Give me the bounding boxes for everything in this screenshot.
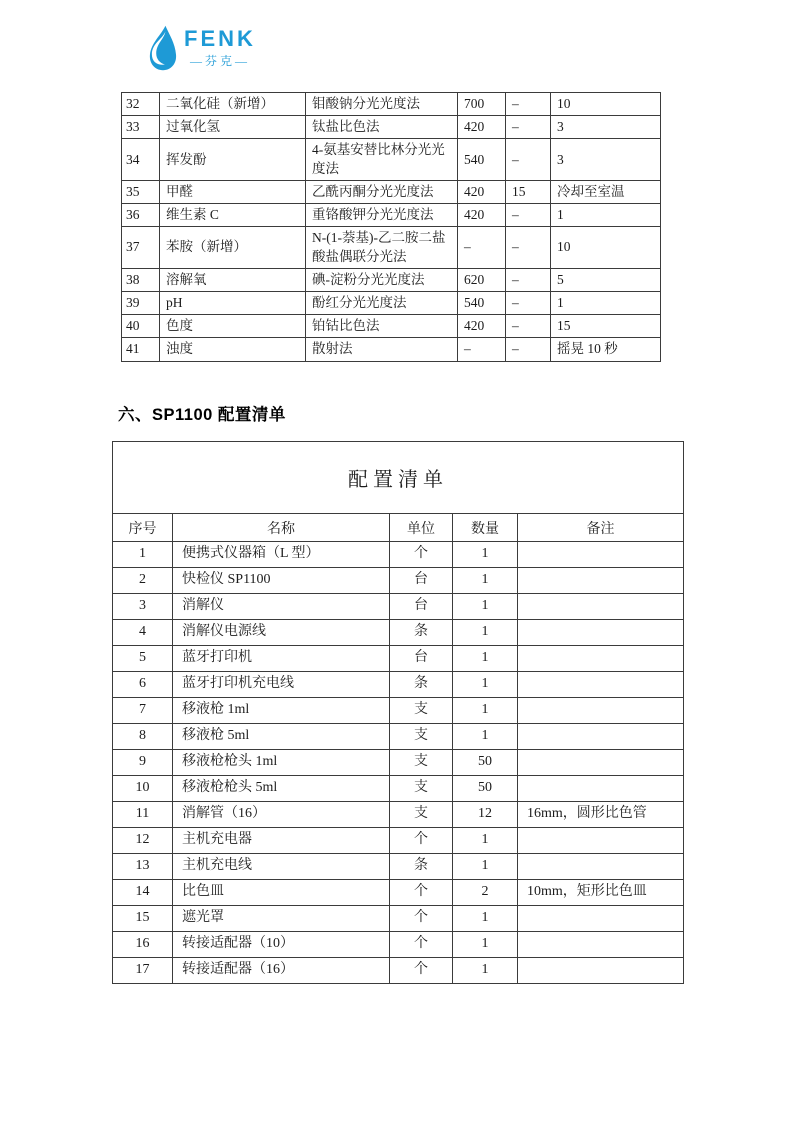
table-row (122, 227, 661, 268)
table-cell-no: 40 (122, 315, 160, 338)
brand-text-block (184, 27, 256, 68)
table-cell-no: 15 (113, 906, 173, 932)
table-cell-no: 32 (122, 93, 160, 116)
table-row (113, 906, 684, 932)
table-row (113, 828, 684, 854)
table-cell-note: 摇晃 10 秒 (551, 338, 661, 361)
table-cell-qty: 12 (453, 802, 518, 828)
table-cell-name: 快检仪 SP1100 (173, 568, 390, 594)
table-cell-name: 消解管（16） (173, 802, 390, 828)
table-cell-qty: 2 (453, 880, 518, 906)
table-cell-no: 5 (113, 646, 173, 672)
table-cell-wavelength: – (458, 227, 506, 268)
table-cell-note: 1 (551, 291, 661, 314)
table-cell-unit: 条 (390, 854, 453, 880)
table-cell-unit: 个 (390, 932, 453, 958)
table-cell-note (518, 594, 684, 620)
table-row (113, 646, 684, 672)
table-cell-name: 移液枪 5ml (173, 724, 390, 750)
table-row (113, 672, 684, 698)
table-cell-time: – (506, 315, 551, 338)
table-cell-name: 移液枪枪头 1ml (173, 750, 390, 776)
table-cell-no: 39 (122, 291, 160, 314)
table-cell-time: – (506, 268, 551, 291)
section-heading: 六、SP1100 配置清单 (118, 406, 286, 424)
table-cell-note: 15 (551, 315, 661, 338)
table-cell-time: – (506, 338, 551, 361)
table-cell-unit: 条 (390, 672, 453, 698)
table-row (113, 854, 684, 880)
table-cell-note (518, 646, 684, 672)
table-cell-no: 41 (122, 338, 160, 361)
table-cell-wavelength: 420 (458, 204, 506, 227)
table-row (113, 776, 684, 802)
table-row (113, 620, 684, 646)
table-cell-note (518, 750, 684, 776)
table-cell-no: 36 (122, 204, 160, 227)
table-row (113, 750, 684, 776)
brand-subtitle: —芬克— (189, 53, 250, 68)
parameters-table (121, 92, 661, 362)
table-row (113, 932, 684, 958)
table-cell-no: 9 (113, 750, 173, 776)
table-cell-qty: 1 (453, 724, 518, 750)
table-cell-time: – (506, 227, 551, 268)
table-cell-name: 便携式仪器箱（L 型） (173, 542, 390, 568)
table-cell-method: 钛盐比色法 (306, 116, 458, 139)
table-cell-wavelength: 700 (458, 93, 506, 116)
brand-logo (148, 24, 256, 72)
config-table-body (113, 542, 684, 984)
table-row (113, 542, 684, 568)
table-cell-qty: 1 (453, 932, 518, 958)
table-cell-name: 二氧化硅（新增） (160, 93, 306, 116)
table-row (113, 568, 684, 594)
table-cell-name: 主机充电线 (173, 854, 390, 880)
table-cell-method: 钼酸钠分光光度法 (306, 93, 458, 116)
table-row (122, 93, 661, 116)
water-drop-icon (148, 24, 177, 72)
table-cell-time: – (506, 116, 551, 139)
table-cell-name: 比色皿 (173, 880, 390, 906)
table-cell-name: 消解仪 (173, 594, 390, 620)
table-cell-unit: 支 (390, 802, 453, 828)
table-cell-no: 34 (122, 139, 160, 180)
config-table-header-row (113, 514, 684, 542)
table-cell-wavelength: 420 (458, 116, 506, 139)
table-cell-name: 遮光罩 (173, 906, 390, 932)
table-cell-wavelength: 540 (458, 291, 506, 314)
table-cell-qty: 1 (453, 672, 518, 698)
table-cell-note (518, 620, 684, 646)
table-cell-qty: 1 (453, 906, 518, 932)
table-row (113, 698, 684, 724)
table-cell-note: 冷却至室温 (551, 180, 661, 203)
table-cell-name: 转接适配器（16） (173, 958, 390, 984)
column-header-unit: 单位 (390, 514, 453, 542)
table-row (122, 116, 661, 139)
table-row (113, 880, 684, 906)
table-cell-qty: 1 (453, 646, 518, 672)
table-cell-qty: 50 (453, 776, 518, 802)
column-header-note: 备注 (518, 514, 684, 542)
table-cell-unit: 支 (390, 750, 453, 776)
table-cell-unit: 个 (390, 828, 453, 854)
table-cell-method: 铂钴比色法 (306, 315, 458, 338)
table-cell-time: – (506, 139, 551, 180)
table-cell-note: 3 (551, 139, 661, 180)
table-cell-note (518, 932, 684, 958)
table-cell-no: 2 (113, 568, 173, 594)
table-cell-note (518, 854, 684, 880)
table-row (122, 291, 661, 314)
table-cell-unit: 台 (390, 594, 453, 620)
table-cell-name: 挥发酚 (160, 139, 306, 180)
table-cell-note: 1 (551, 204, 661, 227)
table-cell-wavelength: 420 (458, 315, 506, 338)
table-cell-name: 蓝牙打印机充电线 (173, 672, 390, 698)
table-cell-qty: 1 (453, 620, 518, 646)
table-cell-unit: 个 (390, 880, 453, 906)
table-cell-name: 甲醛 (160, 180, 306, 203)
table-cell-no: 1 (113, 542, 173, 568)
table-cell-unit: 支 (390, 724, 453, 750)
table-cell-no: 17 (113, 958, 173, 984)
table-row (122, 180, 661, 203)
table-row (122, 338, 661, 361)
column-header-qty: 数量 (453, 514, 518, 542)
table-row (113, 724, 684, 750)
table-cell-no: 13 (113, 854, 173, 880)
table-row (122, 139, 661, 180)
table-cell-method: 乙酰丙酮分光光度法 (306, 180, 458, 203)
table-cell-name: pH (160, 291, 306, 314)
table-cell-name: 浊度 (160, 338, 306, 361)
table-cell-wavelength: 540 (458, 139, 506, 180)
table-cell-qty: 1 (453, 828, 518, 854)
table-cell-no: 4 (113, 620, 173, 646)
table-cell-name: 过氧化氢 (160, 116, 306, 139)
table-cell-qty: 1 (453, 958, 518, 984)
table-cell-no: 33 (122, 116, 160, 139)
table-cell-method: N-(1-萘基)-乙二胺二盐酸盐偶联分光法 (306, 227, 458, 268)
table-cell-no: 14 (113, 880, 173, 906)
table-cell-method: 散射法 (306, 338, 458, 361)
table-cell-note: 3 (551, 116, 661, 139)
config-table-title-row (113, 442, 684, 514)
table-cell-note (518, 776, 684, 802)
table-cell-no: 38 (122, 268, 160, 291)
table-cell-time: – (506, 204, 551, 227)
table-cell-wavelength: 420 (458, 180, 506, 203)
table-cell-note (518, 724, 684, 750)
column-header-name: 名称 (173, 514, 390, 542)
table-cell-method: 碘-淀粉分光光度法 (306, 268, 458, 291)
config-table-head (113, 442, 684, 542)
table-cell-wavelength: – (458, 338, 506, 361)
table-cell-name: 主机充电器 (173, 828, 390, 854)
table-cell-qty: 1 (453, 854, 518, 880)
table-cell-method: 酚红分光光度法 (306, 291, 458, 314)
table-cell-name: 移液枪 1ml (173, 698, 390, 724)
table-cell-name: 消解仪电源线 (173, 620, 390, 646)
table-cell-unit: 个 (390, 906, 453, 932)
table-cell-note (518, 542, 684, 568)
table-cell-no: 16 (113, 932, 173, 958)
table-cell-qty: 1 (453, 568, 518, 594)
table-cell-note: 16mm，圆形比色管 (518, 802, 684, 828)
table-cell-unit: 个 (390, 958, 453, 984)
column-header-no: 序号 (113, 514, 173, 542)
table-cell-wavelength: 620 (458, 268, 506, 291)
table-cell-no: 7 (113, 698, 173, 724)
table-cell-no: 6 (113, 672, 173, 698)
brand-name: FENK (184, 26, 256, 52)
table-cell-unit: 台 (390, 568, 453, 594)
table-cell-no: 11 (113, 802, 173, 828)
table-cell-note (518, 958, 684, 984)
config-table-title: 配置清单 (113, 442, 684, 514)
table-row (122, 268, 661, 291)
table-cell-name: 溶解氧 (160, 268, 306, 291)
table-cell-qty: 50 (453, 750, 518, 776)
table-cell-method: 4-氨基安替比林分光光度法 (306, 139, 458, 180)
table-cell-name: 苯胺（新增） (160, 227, 306, 268)
table-cell-no: 8 (113, 724, 173, 750)
table-cell-name: 维生素 C (160, 204, 306, 227)
table-cell-note (518, 828, 684, 854)
table-cell-unit: 支 (390, 776, 453, 802)
table-cell-qty: 1 (453, 594, 518, 620)
config-table (112, 441, 684, 984)
table-cell-unit: 条 (390, 620, 453, 646)
table-row (113, 802, 684, 828)
table-cell-name: 移液枪枪头 5ml (173, 776, 390, 802)
table-cell-note (518, 906, 684, 932)
table-cell-unit: 台 (390, 646, 453, 672)
table-cell-note: 10 (551, 93, 661, 116)
table-cell-no: 3 (113, 594, 173, 620)
table-cell-no: 12 (113, 828, 173, 854)
table-cell-name: 色度 (160, 315, 306, 338)
table-cell-note (518, 698, 684, 724)
table-cell-method: 重铬酸钾分光光度法 (306, 204, 458, 227)
table-row (122, 315, 661, 338)
table-row (113, 958, 684, 984)
table-cell-unit: 支 (390, 698, 453, 724)
table-row (113, 594, 684, 620)
table-cell-note: 10 (551, 227, 661, 268)
table-cell-no: 10 (113, 776, 173, 802)
table-cell-no: 37 (122, 227, 160, 268)
table-cell-note: 5 (551, 268, 661, 291)
table-cell-time: 15 (506, 180, 551, 203)
table-cell-note (518, 672, 684, 698)
table-row (122, 204, 661, 227)
parameters-table-body (122, 93, 661, 362)
table-cell-time: – (506, 93, 551, 116)
table-cell-qty: 1 (453, 542, 518, 568)
table-cell-note (518, 568, 684, 594)
table-cell-qty: 1 (453, 698, 518, 724)
table-cell-time: – (506, 291, 551, 314)
table-cell-note: 10mm，矩形比色皿 (518, 880, 684, 906)
table-cell-name: 转接适配器（10） (173, 932, 390, 958)
table-cell-unit: 个 (390, 542, 453, 568)
table-cell-no: 35 (122, 180, 160, 203)
table-cell-name: 蓝牙打印机 (173, 646, 390, 672)
